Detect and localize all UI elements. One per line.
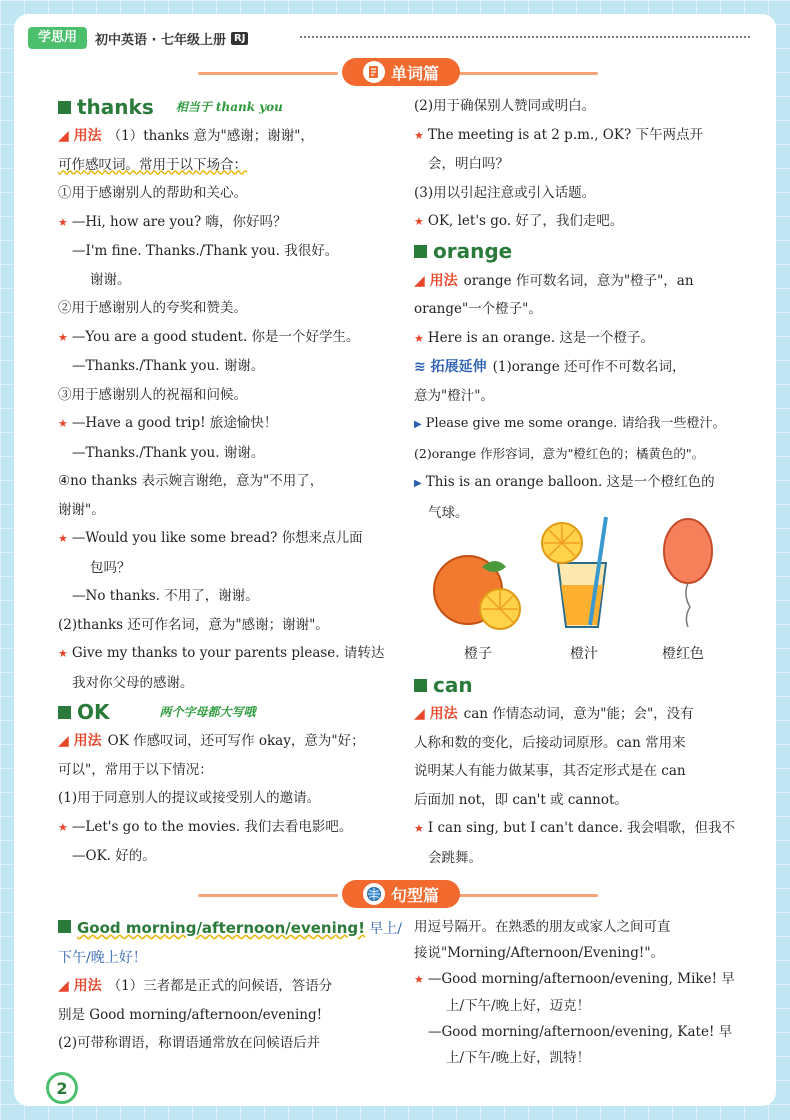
example-line: 气球。 [428,504,469,521]
usage-label: ◢ 用法 [414,706,458,722]
star-icon: ★ [58,532,68,545]
text-line: ①用于感谢别人的帮助和关心。 [58,185,247,201]
star-icon: ★ [58,330,68,344]
text-line: 意为"橙汁"。 [414,387,494,404]
word-title: OK [77,699,110,724]
sentences-section-title: 句型篇 [390,885,439,905]
usage-line: ◢ 用法 （1）thanks 意为"感谢；谢谢"， [58,128,314,144]
text-line: (2)thanks 还可作名词，意为"感谢；谢谢"。 [58,616,329,633]
star-icon: ★ [58,647,68,660]
sentence-heading: Good morning/afternoon/evening! 早上/ [58,914,393,944]
example-line: 会跳舞。 [428,849,482,866]
star-icon: ★ [414,331,424,345]
orange-illustrations [430,515,740,665]
word-heading-orange [414,237,754,267]
example-line: ★ Give my thanks to your parents please. 请转达 [58,645,385,661]
banner-line [458,894,598,897]
text-line: ②用于感谢别人的夸奖和赞美。 [58,300,247,316]
usage-line: ◢ 用法 （1）三者都是正式的问候语，答语分 [58,978,333,994]
word-heading-can [414,670,754,700]
example-line: ★ —Have a good trip! 旅途愉快！ [58,415,278,431]
text-line: (3)用以引起注意或引入话题。 [414,184,596,201]
words-section-pill [342,58,460,86]
illustration-art [430,515,740,635]
handwritten-note: 两个字母都大写哦 [159,704,256,719]
heading-square-icon [58,101,71,114]
text-line: (2)可带称谓语，称谓语通常放在问候语后并 [58,1035,321,1051]
example-line: —No thanks. 不用了，谢谢。 [72,588,259,604]
example-line: ★ —You are a good student. 你是一个好学生。 [58,328,360,345]
example-line: ★ I can sing, but I can't dance. 我会唱歌，但我不 [414,820,736,836]
right-column [414,92,754,527]
text-line: ④no thanks 表示婉言谢绝，意为"不用了， [58,473,324,489]
text-line: 可作感叹词。常用于以下场合： [58,156,247,173]
text-line: ③用于感谢别人的祝福和问候。 [58,386,247,403]
can-block [414,670,754,872]
usage-label: ◢ 用法 [58,978,102,994]
words-section-title: 单词篇 [390,63,439,83]
usage-label: ◢ 用法 [58,128,102,144]
heading-square-icon [414,679,427,692]
extension-line: ≋ 拓展延伸 (1)orange 还可作不可数名词， [414,359,686,375]
text-line: (2)orange 作形容词，意为"橙红色的；橘黄色的"。 [414,445,705,461]
sentences-section-banner [198,880,598,910]
example-line: —Thanks./Thank you. 谢谢。 [72,444,265,461]
handwritten-note: 相当于 thank you [175,99,283,114]
banner-line [198,72,338,75]
word-heading-ok [58,697,393,727]
example-line: 我对你父母的感谢。 [72,674,194,691]
sentence-cn-part2: 下午/晚上好！ [58,949,147,966]
usage-line: ◢ 用法 orange 作可数名词，意为"橙子"，an [414,272,694,289]
text-line: 接说"Morning/Afternoon/Evening!"。 [414,945,665,961]
word-title: thanks [77,94,154,119]
text-line: 后面加 not，即 can't 或 cannot。 [414,791,628,808]
greeting-right [414,914,754,1071]
text-line: (2)用于确保别人赞同或明白。 [414,98,596,114]
usage-label: ◢ 用法 [414,272,458,289]
example-line: 包吗？ [90,559,131,576]
example-line: ★ Here is an orange. 这是一个橙子。 [414,329,654,346]
example-line: —Good morning/afternoon/evening, Kate! 早 [428,1024,733,1040]
heading-square-icon [58,920,71,933]
example-line: —Thanks./Thank you. 谢谢。 [72,358,265,374]
header-divider [300,36,750,38]
text-line: orange"一个橙子"。 [414,301,542,317]
example-line: ★ —Good morning/afternoon/evening, Mike! 早 [414,971,735,987]
star-icon: ★ [414,973,424,986]
orange-fruit-icon [434,556,520,629]
heading-square-icon [414,245,427,258]
example-line: ★ OK, let's go. 好了，我们走吧。 [414,213,624,229]
left-column [58,92,393,871]
triangle-icon: ▶ [414,419,422,430]
example-line: ★ —Hi, how are you? 嗨，你好吗？ [58,213,287,230]
text-line: (1)用于同意别人的提议或接受别人的邀请。 [58,790,321,806]
text-line: 用逗号隔开。在熟悉的朋友或家人之间可直 [414,919,671,935]
word-heading-thanks [58,92,393,122]
example-line: 上/下午/晚上好，凯特！ [446,1050,591,1066]
example-line: ▶ Please give me some orange. 请给我一些橙汁。 [414,416,726,431]
star-icon: ★ [414,215,424,228]
page-number: 2 [46,1072,78,1104]
caption-orange-red: 橙红色 [662,646,704,662]
usage-line: ◢ 用法 can 作情态动词，意为"能；会"，没有 [414,706,694,722]
triangle-icon: ▶ [414,478,422,489]
extension-label: ≋ 拓展延伸 [414,359,487,375]
wifi-icon: ≋ [414,359,426,375]
greeting-left [58,914,402,1058]
banner-line [198,894,338,897]
balloon-icon [664,519,712,627]
caption-juice: 橙汁 [570,646,598,662]
star-icon: ★ [414,822,424,835]
orange-juice-icon [542,517,606,627]
example-line: 谢谢。 [90,271,131,288]
star-icon: ★ [58,215,68,229]
text-line: 人称和数的变化，后接动词原形。can 常用来 [414,734,686,751]
pencil-icon [363,61,385,83]
word-title: can [433,672,473,697]
example-line: 上/下午/晚上好，迈克！ [446,998,591,1014]
heading-square-icon [58,706,71,719]
sentence-cn-part1: 早上/ [369,921,402,937]
text-line: 别是 Good morning/afternoon/evening! [58,1006,323,1023]
example-line: ★ —Would you like some bread? 你想来点儿面 [58,530,363,546]
example-line: —I'm fine. Thanks./Thank you. 我很好。 [72,243,339,259]
header-title: 初中英语 · 七年级上册 [95,32,227,48]
star-icon: ★ [414,128,424,142]
edition-badge: RJ [231,32,248,45]
text-line: 谢谢"。 [58,501,105,518]
header-tag: 学思用 [28,27,87,49]
caption-orange: 橙子 [464,646,492,662]
sentences-section-pill [342,880,460,908]
example-line: —OK. 好的。 [72,848,156,864]
word-title: orange [433,239,513,264]
example-line: ★ The meeting is at 2 p.m., OK? 下午两点开 [414,126,703,143]
banner-line [458,72,598,75]
globe-icon [363,883,385,905]
words-section-banner [198,58,598,88]
usage-line: ◢ 用法 OK 作感叹词，还可写作 okay，意为"好； [58,733,365,749]
text-line: 可以"，常用于以下情况： [58,761,213,778]
star-icon: ★ [58,820,68,834]
example-line: ★ —Let's go to the movies. 我们去看电影吧。 [58,818,353,835]
text-line: 说明某人有能力做某事，其否定形式是在 can [414,763,686,779]
header [28,26,248,50]
example-line: 会，明白吗？ [428,156,509,172]
star-icon: ★ [58,417,68,430]
usage-label: ◢ 用法 [58,733,102,749]
example-line: ▶ This is an orange balloon. 这是一个橙红色的 [414,474,715,490]
